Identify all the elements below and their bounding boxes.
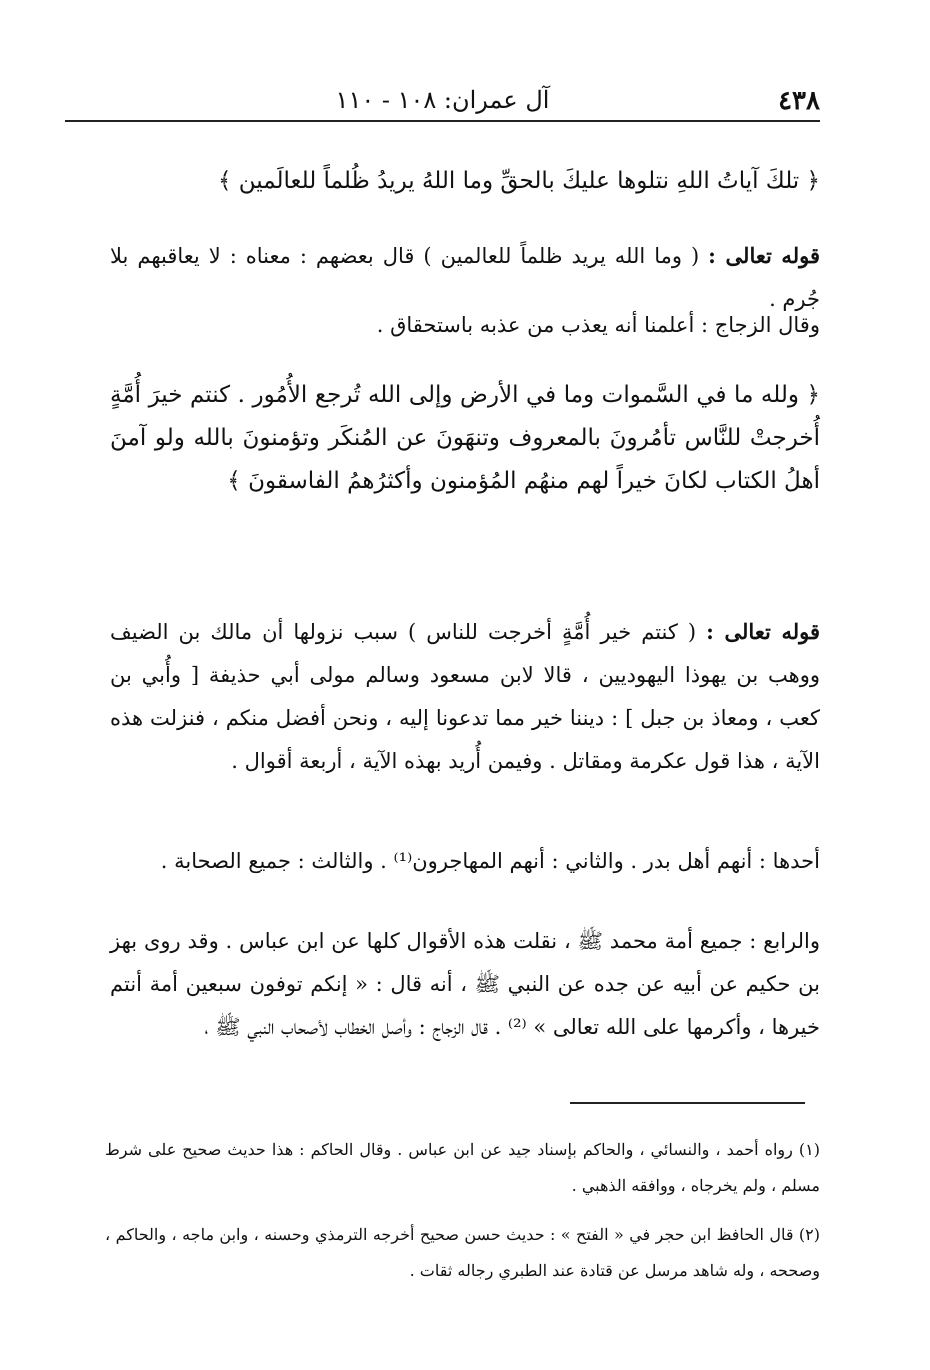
paragraph-text: ( وما الله يريد ظلماً للعالمين ) قال بعضهم : معناه : لا يعاقبهم بلا جُرم . [110,244,820,311]
running-title: آل عمران: ١٠٨ - ١١٠ [335,86,550,114]
commentary-paragraph-4: أحدها : أنهم أهل بدر . والثاني : أنهم المهاجرون⁽¹⁾ . والثالث : جميع الصحابة . [160,849,820,873]
qawluhu-lead: قوله تعالى : [706,619,820,644]
commentary-paragraph-5: والرابع : جميع أمة محمد ﷺ ، نقلت هذه الأقوال كلها عن ابن عباس . وقد روى بهز بن حكيم عن أبيه عن جده عن النبي ﷺ ، أنه قال : « إنكم توفون سبعين أمة أنتم خيرها ، وأكرمها على الله تعالى » ⁽²⁾ . قال الزجاج : وأصل الخطاب لأصحاب النبي ﷺ ، [110,929,820,1039]
page-number: ٤٣٨ [778,86,820,116]
commentary-paragraph-2: وقال الزجاج : أعلمنا أنه يعذب من عذبه باستحقاق . [376,313,820,337]
page-header [65,80,820,122]
verse-109-110: ﴿ ولله ما في السَّموات وما في الأرض وإلى الله تُرجع الأُمُور . كنتم خيرَ أُمَّةٍ أُخرجتْ للنَّاس تأمُرونَ بالمعروف وتنهَونَ عن المُنكَر وتؤمنونَ بالله ولو آمنَ أهلُ الكتاب لكانَ خيراً لهم منهُم المُؤمنون وأكثرُهمُ الفاسقونَ ﴾ [110,382,820,494]
footnote-separator [570,1102,805,1104]
commentary-paragraph-3 [110,610,820,783]
footnote-2: (٢) قال الحافظ ابن حجر في « الفتح » : حديث حسن صحيح أخرجه الترمذي وحسنه ، وابن ماجه ، والحاكم ، وصححه ، وله شاهد مرسل عن قتادة عند الطبري رجاله ثقات . [105,1225,820,1280]
footnote-1: (١) رواه أحمد ، والنسائي ، والحاكم بإسناد جيد عن ابن عباس . وقال الحاكم : هذا حديث صحيح على شرط مسلم ، ولم يخرجاه ، ووافقه الذهبي . [105,1140,820,1195]
paragraph-text: ( كنتم خير أُمَّةٍ أخرجت للناس ) سبب نزولها أن مالك بن الضيف ووهب بن يهوذا اليهوديين ، قالا لابن مسعود وسالم مولى أبي حذيفة [ وأُبي بن كعب ، ومعاذ بن جبل ] : ديننا خير مما تدعونا إليه ، ونحن أفضل منكم ، فنزلت هذه الآية ، هذا قول عكرمة ومقاتل . وفيمن أُريد بهذه الآية ، أربعة أقوال . [110,620,820,773]
verse-108: ﴿ تلكَ آياتُ اللهِ نتلوها عليكَ بالحقِّ وما اللهُ يريدُ ظُلماً للعالَمين ﴾ [217,168,820,194]
qawluhu-lead: قوله تعالى : [708,243,820,268]
